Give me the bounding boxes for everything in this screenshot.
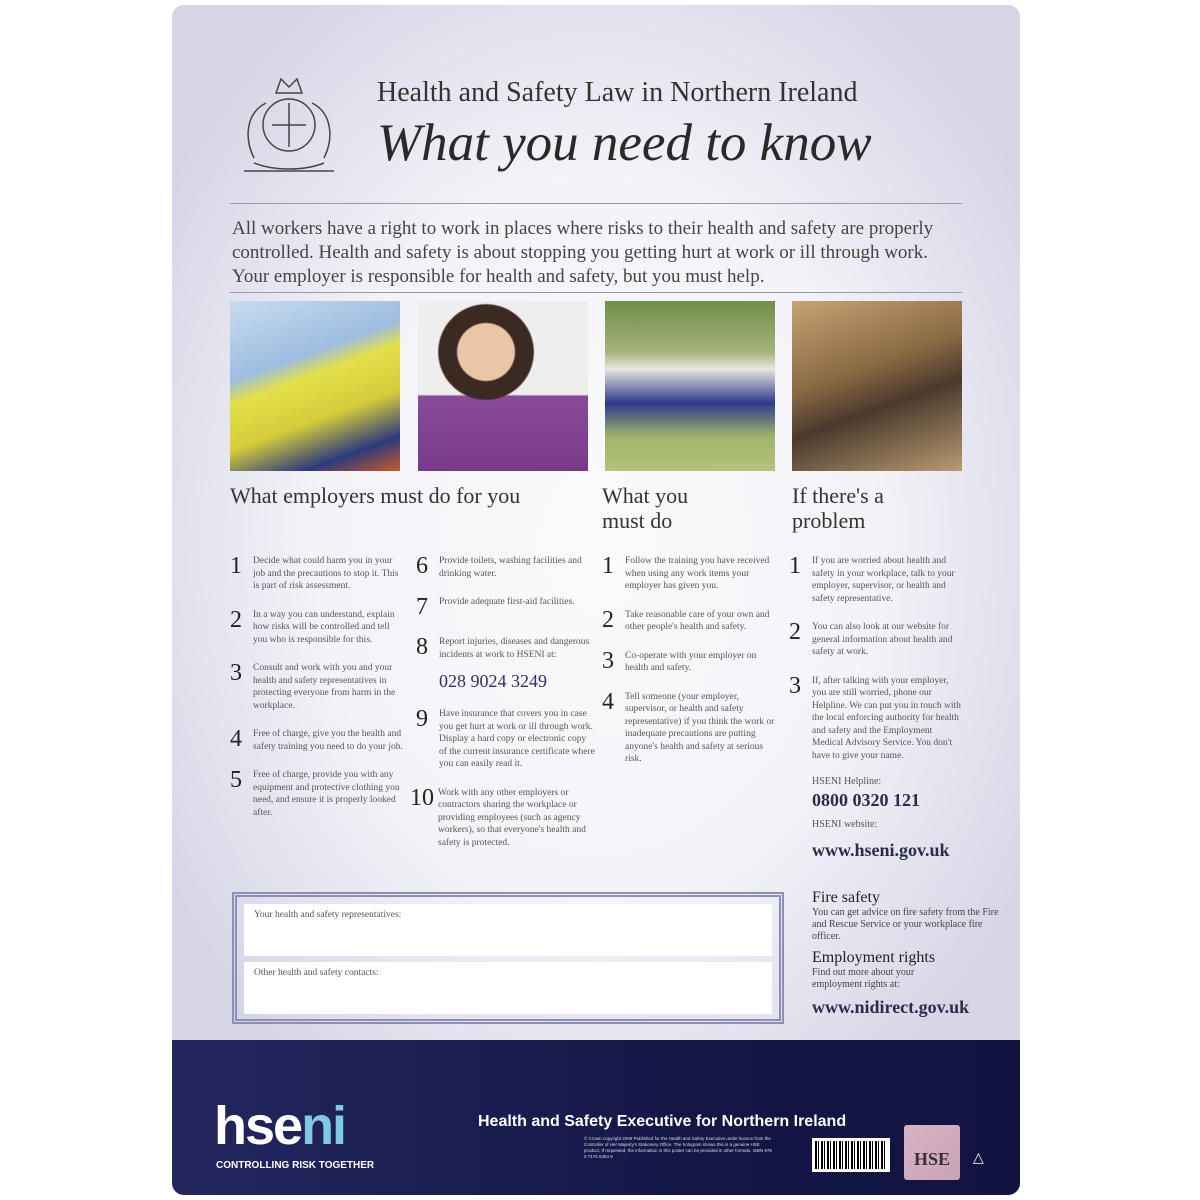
list-item: 1 If you are worried about health and safety in your workplace, talk to your employer, supervisor, or health and safety representative. — [789, 553, 955, 604]
hse-hologram: HSE — [904, 1125, 960, 1180]
list-item: 3 Consult and work with you and your health and safety representatives in protecting everyone from harm in the workplace. — [230, 660, 396, 711]
rights-text: Find out more about your employment rights at: — [812, 967, 915, 990]
copyright-text: © Crown copyright 2009 Published for the Health and Safety Executive under licence from the Controller of Her Majesty's Stationery Office. The hologram shows this is a genuine HSE product. If requested, the information in this poster can be provided in other formats. ISBN 978 0 7176 6354 8 — [584, 1136, 772, 1159]
list-item: 2 Take reasonable care of your own and other people's health and safety. — [602, 606, 770, 633]
photo-workers-hivis — [230, 301, 400, 471]
you-list — [602, 553, 777, 780]
poster-title: What you need to know — [377, 114, 872, 172]
intro-text: All workers have a right to work in places where risks to their health and safety are properly controlled. Health and safety is about stopping you getting hurt at work or ill through work. Your employer is responsible for health and safety, but you must help. — [232, 218, 934, 287]
list-item: 9 Have insurance that covers you in case you get hurt at work or ill through work. Display a hard copy or electronic copy of the current insurance certificate where you can easily read it. — [416, 706, 595, 769]
helpline-label: HSENI Helpline: — [812, 776, 882, 787]
list-item: 6 Provide toilets, washing facilities and drinking water. — [416, 553, 582, 579]
rights-heading: Employment rights — [812, 949, 936, 966]
list-item: 4 Tell someone (your employer, supervisor, or health and safety representative) if you think the work or inadequate precautions are putting anyone's health and safety at serious risk. — [602, 688, 775, 764]
nidirect-link[interactable]: www.nidirect.gov.uk — [812, 997, 970, 1017]
photo-woman-smiling — [418, 301, 588, 471]
photo-loft-worker — [792, 301, 962, 471]
heading-you: What you must do — [602, 483, 689, 533]
list-item: 8 Report injuries, diseases and dangerous incidents at work to HSENI at: — [416, 634, 590, 660]
reps-field[interactable]: Your health and safety representatives: — [244, 904, 772, 956]
poster-subtitle: Health and Safety Law in Northern Ireland — [377, 77, 858, 108]
list-item: 7 Provide adequate first-aid facilities. — [416, 594, 575, 620]
list-item: 2 You can also look at our website for general information about health and safety at work. — [789, 619, 953, 657]
employers-list — [230, 553, 405, 833]
heading-employers: What employers must do for you — [230, 483, 521, 508]
barcode-icon — [812, 1138, 890, 1172]
employers-list-continued — [410, 553, 596, 863]
photo-fruit-picker — [605, 301, 775, 471]
recycle-icon: △ — [973, 1151, 984, 1166]
hseni-website-link[interactable]: www.hseni.gov.uk — [812, 840, 950, 860]
royal-crest-icon — [224, 63, 354, 185]
list-item: 1 Decide what could harm you in your job and the precautions to stop it. This is part of risk assessment. — [230, 553, 399, 591]
fire-text: You can get advice on fire safety from the Fire and Rescue Service or your workplace fire officer. — [812, 907, 999, 942]
divider — [230, 203, 962, 204]
website-label: HSENI website: — [812, 819, 878, 830]
fire-heading: Fire safety — [812, 889, 880, 906]
helpline-number: 0800 0320 121 — [812, 790, 920, 810]
list-item: 2 In a way you can understand, explain how risks will be controlled and tell you who is responsible for this. — [230, 606, 395, 645]
list-item: 4 Free of charge, give you the health and safety training you need to do your job. — [230, 726, 403, 752]
contacts-form — [232, 892, 784, 1024]
contacts-field[interactable]: Other health and safety contacts: — [244, 962, 772, 1014]
list-item: 1 Follow the training you have received when using any work items your employer has given you. — [602, 553, 770, 591]
list-item: 3 Co-operate with your employer on health and safety. — [602, 647, 757, 674]
list-item: 3 If, after talking with your employer, you are still worried, phone our Helpline. We can put you in touch with the local enforcing authority for health and safety and the Employment Medical Advisory Service. You don't have to give your name. — [789, 672, 961, 761]
problem-list — [789, 553, 964, 861]
org-name: Health and Safety Executive for Northern Ireland — [478, 1113, 847, 1130]
side-info — [812, 889, 1012, 1018]
report-phone-number: 028 9024 3249 — [439, 671, 547, 691]
poster — [172, 5, 1020, 1195]
footer — [172, 1040, 1020, 1195]
divider — [230, 292, 962, 293]
heading-problem: If there's a problem — [792, 483, 884, 533]
tagline: CONTROLLING RISK TOGETHER — [216, 1160, 375, 1171]
list-item: 10 Work with any other employers or contractors sharing the workplace or providing employees (such as agency workers), so that everyone's health and safety is protected. — [410, 784, 586, 848]
hseni-logo: hseni — [214, 1096, 346, 1156]
list-item: 5 Free of charge, provide you with any equipment and protective clothing you need, and ensure it is properly looked after. — [230, 767, 400, 818]
